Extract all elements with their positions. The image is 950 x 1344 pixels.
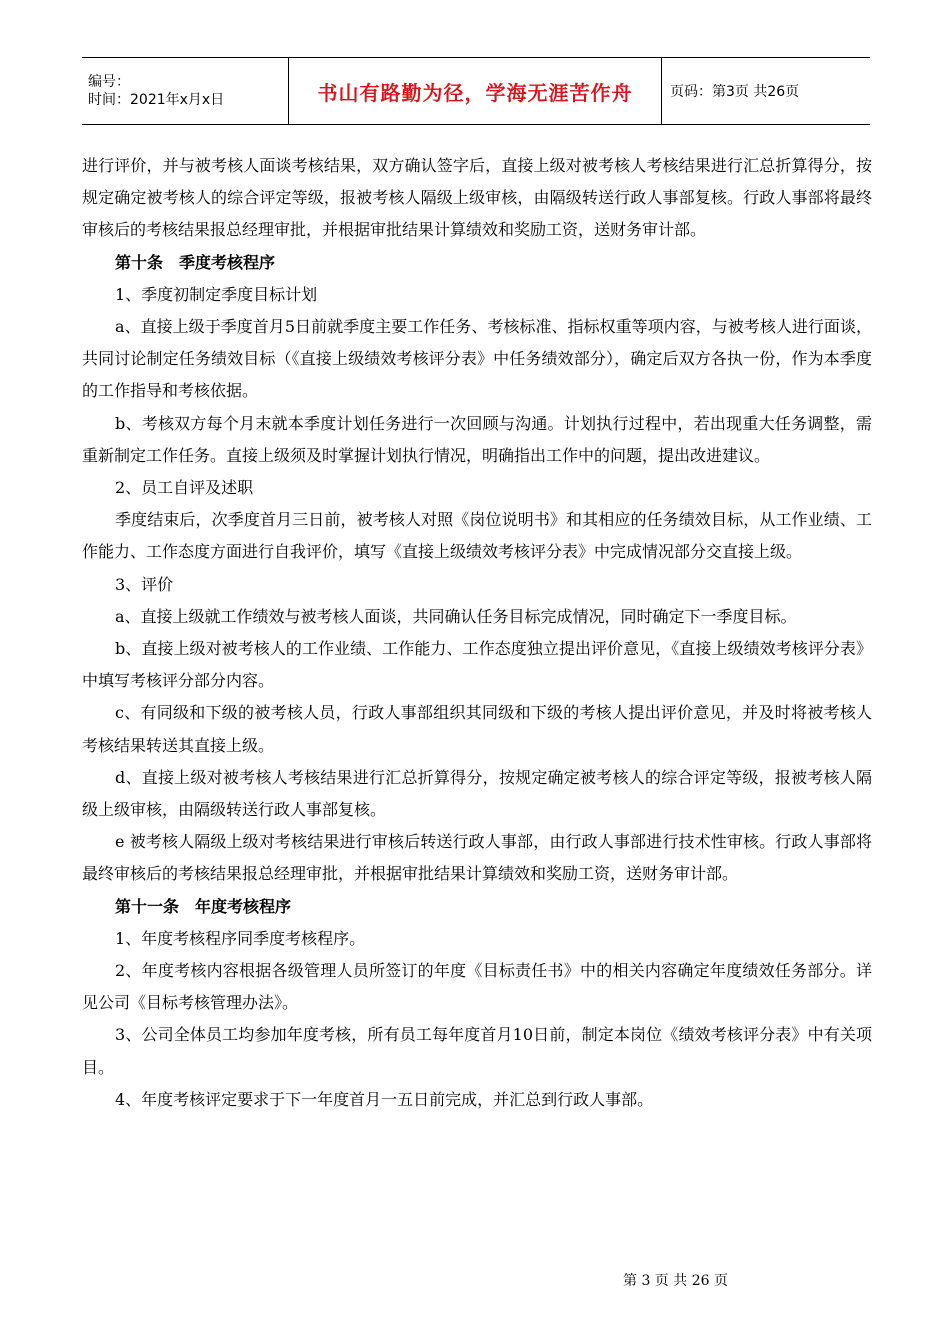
paragraph: a、直接上级就工作绩效与被考核人面谈，共同确认任务目标完成情况，同时确定下一季度目标。 bbox=[115, 606, 797, 626]
section-heading: 第十一条 年度考核程序 bbox=[115, 896, 292, 916]
paragraph: 3、公司全体员工均参加年度考核，所有员工每年度首月10日前，制定本岗位《绩效考核评分表》中有关项目。 bbox=[82, 1025, 872, 1077]
paragraph: d、直接上级对被考核人考核结果进行汇总折算得分，按规定确定被考核人的综合评定等级，报被考核人隔级上级审核，由隔级转送行政人事部复核。 bbox=[82, 767, 872, 820]
paragraph: e 被考核人隔级上级对考核结果进行审核后转送行政人事部，由行政人事部进行技术性审核。行政人事部将最终审核后的考核结果报总经理审批，并根据审批结果计算绩效和奖励工资，送财务审计部。 bbox=[82, 832, 872, 884]
header-motto: 书山有路勤为径，学海无涯苦作舟 bbox=[289, 58, 662, 125]
header-meta bbox=[82, 58, 289, 125]
paragraph: 1、年度考核程序同季度考核程序。 bbox=[115, 928, 366, 948]
paragraph: b、考核双方每个月末就本季度计划任务进行一次回顾与沟通。计划执行过程中，若出现重大任务调整，需重新制定工作任务。直接上级须及时掌握计划执行情况，明确指出工作中的问题，提出改进建议。 bbox=[82, 413, 872, 465]
document-number-label: 编号： bbox=[88, 74, 130, 90]
paragraph: 进行评价，并与被考核人面谈考核结果，双方确认签字后，直接上级对被考核人考核结果进行汇总折算得分，按规定确定被考核人的综合评定等级，报被考核人隔级上级审核，由隔级转送行政人事部复核。行政人事部将最终审核后的考核结果报总经理审批，并根据审批结果计算绩效和奖励工资，送财务审计部。 bbox=[82, 156, 872, 240]
header-page-info: 页码：第3页 共26页 bbox=[670, 84, 800, 100]
paragraph: a、直接上级于季度首月5日前就季度主要工作任务、考核标准、指标权重等项内容，与被考核人进行面谈，共同讨论制定任务绩效目标（《直接上级绩效考核评分表》中任务绩效部分），确定后双方各执一份，作为本季度的工作指导和考核依据。 bbox=[82, 317, 872, 401]
subsection-title: 2、员工自评及述职 bbox=[115, 478, 254, 498]
document-body bbox=[82, 150, 872, 1116]
paragraph: 4、年度考核评定要求于下一年度首月一五日前完成，并汇总到行政人事部。 bbox=[115, 1089, 654, 1109]
section-heading: 第十条 季度考核程序 bbox=[115, 252, 276, 272]
paragraph: b、直接上级对被考核人的工作业绩、工作能力、工作态度独立提出评价意见，《直接上级绩效考核评分表》中填写考核评分部分内容。 bbox=[82, 639, 872, 691]
page-header bbox=[82, 57, 870, 125]
subsection-title: 1、季度初制定季度目标计划 bbox=[115, 284, 318, 304]
paragraph: 季度结束后，次季度首月三日前，被考核人对照《岗位说明书》和其相应的任务绩效目标，从工作业绩、工作能力、工作态度方面进行自我评价，填写《直接上级绩效考核评分表》中完成情况部分交直接上级。 bbox=[82, 510, 872, 562]
paragraph: c、有同级和下级的被考核人员，行政人事部组织其同级和下级的考核人提出评价意见，并及时将被考核人考核结果转送其直接上级。 bbox=[82, 703, 872, 755]
paragraph: 2、年度考核内容根据各级管理人员所签订的年度《目标责任书》中的相关内容确定年度绩效任务部分。详见公司《目标考核管理办法》。 bbox=[82, 961, 872, 1013]
document-date: 时间：2021年x月x日 bbox=[88, 92, 225, 108]
page-footer: 第 3 页 共 26 页 bbox=[623, 1273, 728, 1289]
subsection-title: 3、评价 bbox=[115, 574, 174, 594]
